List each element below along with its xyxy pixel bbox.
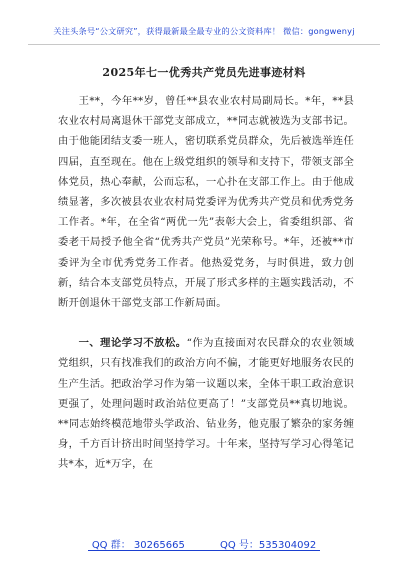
header-banner (0, 26, 408, 37)
paragraph-intro: 王**，今年**岁，曾任**县农业农村局副局长。*年，**县农业农村局离退休干部党支部成立，**同志就被选为支部书记。由于他能团结支委一班人，密切联系党员群众，先后被选举连任四届，直至现在。他在上级党组织的领导和支持下，带领支部全体党员，热心奉献，公而忘私，一心扑在支部工作上。由于他成绩显著，多次被县农业农村局党委评为优秀共产党员和优秀党务工作者。*年，在全省“两优一先”表彰大会上，省委组织部、省委老干局授予他全省“优秀共产党员”光荣称号。*年，还被**市委评为全市优秀党务工作者。他热爱党务，与时俱进，致力创新，结合本支部党员特点，开展了形式多样的主题实践活动，不断开创退休干部党支部工作新局面。 (58, 95, 354, 310)
section-text: “作为直接面对农民群众的农业领域党组织，只有找准我们的政治方向不偏，才能更好地服务农民的生产生活。把政治学习作为第一议题以来，全体干职工政治意识更强了，处理问题时政治站位更高了！”支部党员**真切地说。**同志始终模范地带头学政治、钻业务，他克服了繁杂的家务缠身，千方百计挤出时间坚持学习。十年来，坚持写学习心得笔记共*本，近*万字，在 (58, 337, 355, 471)
footer-qq-group: QQ 群： 30265665 (91, 540, 185, 551)
paragraph-section-1 (58, 333, 354, 474)
header-banner-text: 关注头条号“公文研究”，获得最新最全最专业的公文资料库！ 微信：gongwenyj (53, 26, 355, 36)
document-body (58, 91, 354, 475)
footer (0, 536, 408, 551)
footer-qq-number: QQ 号：535304092 (220, 540, 317, 551)
footer-underline (88, 550, 320, 551)
header-divider (28, 44, 380, 45)
section-heading: 一、理论学习不放松。 (78, 337, 187, 350)
document-title: 2025年七一优秀共产党员先进事迹材料 (102, 66, 306, 79)
